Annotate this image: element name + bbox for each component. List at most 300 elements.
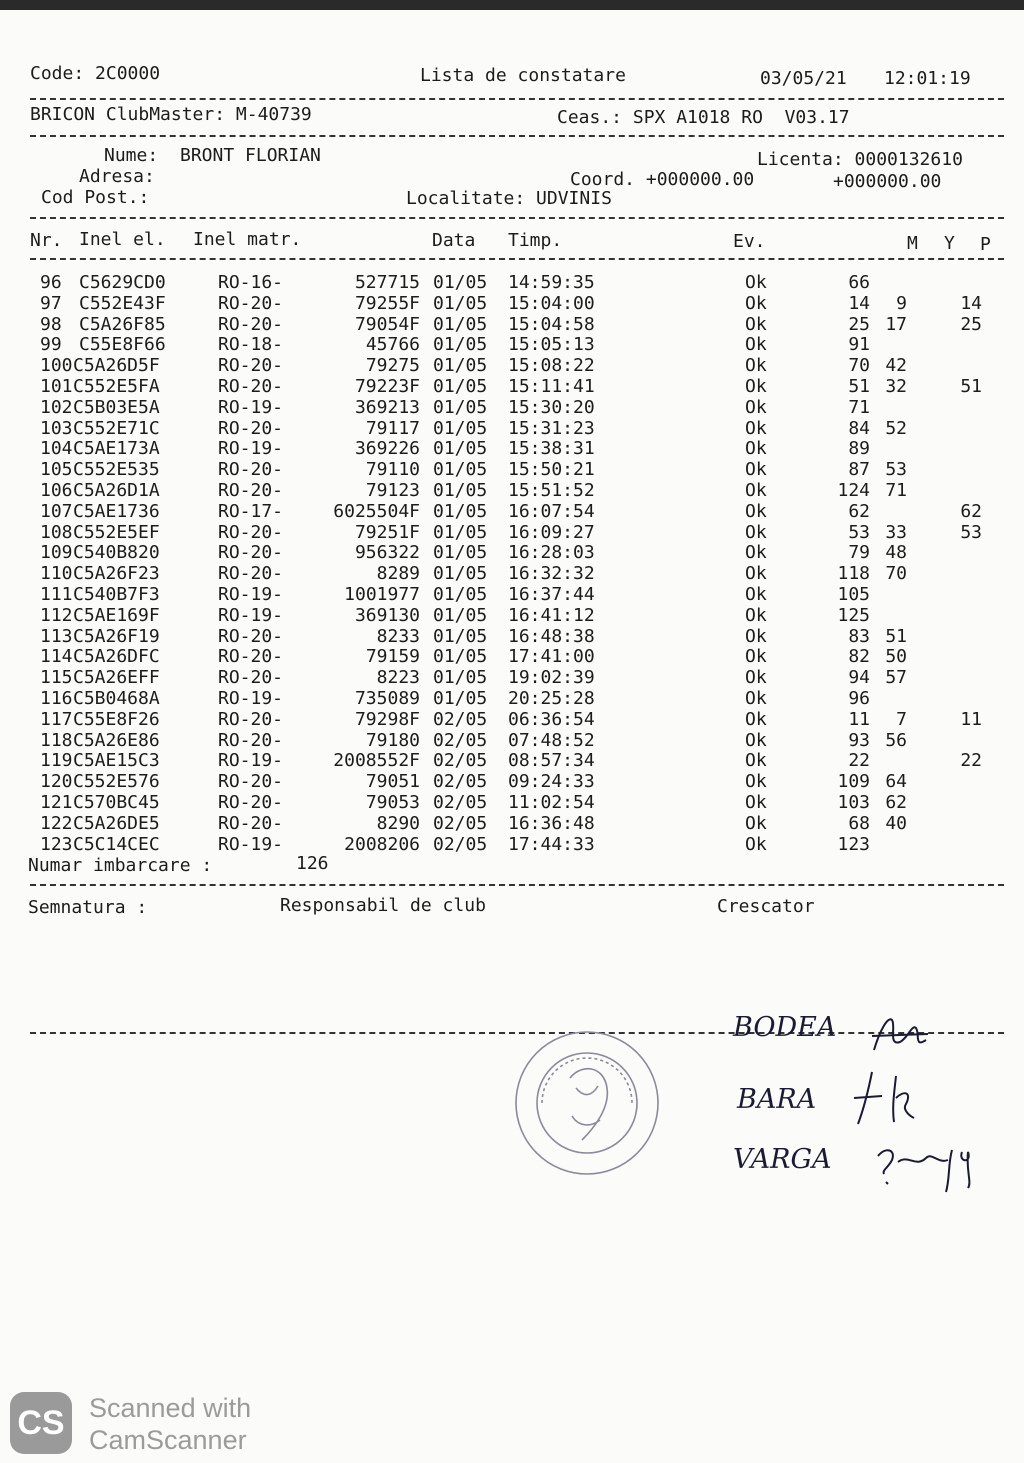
row-ring-prefix: RO-20- [218, 646, 284, 668]
camscanner-logo: CS [10, 1392, 72, 1454]
row-status: Ok [745, 459, 767, 481]
row-nr: 96 [40, 272, 62, 293]
row-nr: 122 [40, 812, 73, 834]
row-nr: 106 [40, 480, 73, 501]
row-nr: 112 [40, 604, 73, 626]
table-row [0, 314, 1024, 335]
row-ring-number: 8233 [376, 625, 420, 647]
licence: Licenta: 0000132610 [757, 149, 963, 170]
row-time: 16:41:12 [508, 604, 595, 626]
col-ev: Ev. [733, 231, 766, 252]
row-ring-prefix: RO-19- [218, 688, 284, 709]
table-row [0, 709, 1024, 730]
row-y: 48 [885, 542, 907, 564]
row-ring-number: 79123 [365, 480, 420, 501]
row-ring-prefix: RO-20- [218, 459, 284, 481]
table-row [0, 293, 1024, 314]
row-ring-number: 369226 [354, 438, 420, 460]
row-ring-number: 79117 [365, 417, 420, 439]
row-ring-number: 527715 [354, 272, 420, 293]
row-time: 07:48:52 [508, 729, 595, 751]
adresa-label: Adresa: [79, 166, 155, 187]
row-m: 105 [837, 584, 870, 605]
row-time: 11:02:54 [508, 792, 595, 813]
row-status: Ok [745, 417, 767, 439]
crescator-label: Crescator [717, 896, 815, 917]
col-data: Data [432, 230, 476, 251]
row-ring-prefix: RO-19- [218, 584, 284, 605]
table-row [0, 522, 1024, 543]
row-m: 83 [848, 625, 870, 647]
table-row [0, 605, 1024, 626]
row-time: 15:31:23 [508, 417, 595, 439]
row-p: 11 [960, 708, 982, 730]
row-status: Ok [745, 833, 767, 855]
club-stamp [512, 1028, 662, 1178]
row-nr: 107 [40, 500, 73, 522]
row-m: 22 [848, 750, 870, 772]
row-ring-number: 79053 [365, 792, 420, 813]
nume-label: Nume: [104, 145, 159, 166]
row-status: Ok [745, 792, 767, 813]
row-ring-number: 79251F [354, 521, 420, 543]
row-y: 62 [885, 792, 907, 813]
row-date: 01/05 [433, 521, 488, 543]
row-y: 9 [896, 292, 907, 314]
row-y: 7 [896, 708, 907, 730]
row-p: 22 [960, 750, 982, 772]
row-ring-number: 79054F [354, 313, 420, 335]
row-m: 53 [848, 521, 870, 543]
row-ring-number: 79275 [365, 355, 420, 377]
row-nr: 100 [40, 355, 73, 377]
row-y: 51 [885, 625, 907, 647]
row-p: 25 [960, 313, 982, 335]
numar-value: 126 [296, 853, 329, 874]
coord-2: +000000.00 [833, 171, 942, 192]
row-nr: 97 [40, 292, 62, 314]
row-inel-el: C5A26F19 [73, 625, 160, 647]
row-m: 89 [848, 438, 870, 460]
row-y: 42 [885, 355, 907, 377]
row-ring-prefix: RO-19- [218, 833, 284, 855]
row-m: 11 [848, 708, 870, 730]
row-ring-number: 79110 [365, 459, 420, 481]
row-ring-number: 735089 [354, 688, 420, 709]
row-date: 01/05 [433, 480, 488, 501]
row-y: 52 [885, 417, 907, 439]
row-ring-prefix: RO-19- [218, 750, 284, 772]
row-status: Ok [745, 812, 767, 834]
row-ring-number: 79255F [354, 292, 420, 314]
row-y: 32 [885, 376, 907, 397]
row-nr: 117 [40, 708, 73, 730]
row-ring-prefix: RO-20- [218, 812, 284, 834]
row-date: 01/05 [433, 438, 488, 460]
row-inel-el: C5A26D5F [73, 355, 160, 377]
row-inel-el: C552E576 [73, 771, 160, 793]
row-inel-el: C5B03E5A [73, 396, 160, 418]
divider [30, 884, 1004, 886]
doc-date: 03/05/21 [760, 68, 847, 89]
row-inel-el: C540B7F3 [73, 584, 160, 605]
row-ring-prefix: RO-20- [218, 313, 284, 335]
row-date: 01/05 [433, 396, 488, 418]
row-m: 94 [848, 667, 870, 689]
table-row [0, 730, 1024, 751]
row-time: 17:41:00 [508, 646, 595, 668]
row-ring-prefix: RO-20- [218, 563, 284, 585]
row-inel-el: C5AE173A [73, 438, 160, 460]
row-status: Ok [745, 334, 767, 356]
row-date: 01/05 [433, 584, 488, 605]
row-date: 01/05 [433, 417, 488, 439]
row-time: 15:50:21 [508, 459, 595, 481]
row-nr: 110 [40, 563, 73, 585]
col-y: Y [944, 233, 955, 254]
row-nr: 113 [40, 625, 73, 647]
row-ring-prefix: RO-20- [218, 355, 284, 377]
doc-time: 12:01:19 [884, 68, 971, 89]
row-status: Ok [745, 292, 767, 314]
row-m: 125 [837, 604, 870, 626]
row-m: 84 [848, 417, 870, 439]
row-status: Ok [745, 355, 767, 377]
row-inel-el: C5A26F23 [73, 563, 160, 585]
row-ring-prefix: RO-20- [218, 792, 284, 813]
row-ring-prefix: RO-20- [218, 542, 284, 564]
numar-label: Numar imbarcare : [28, 855, 213, 876]
row-ring-prefix: RO-20- [218, 480, 284, 501]
row-date: 01/05 [433, 646, 488, 668]
row-nr: 99 [40, 334, 62, 356]
camscanner-line2: CamScanner [89, 1425, 247, 1455]
row-date: 01/05 [433, 688, 488, 709]
row-y: 57 [885, 667, 907, 689]
row-ring-number: 8223 [376, 667, 420, 689]
row-m: 87 [848, 459, 870, 481]
row-status: Ok [745, 667, 767, 689]
table-row [0, 667, 1024, 688]
row-time: 15:30:20 [508, 396, 595, 418]
row-y: 17 [885, 313, 907, 335]
doc-code: Code: 2C0000 [30, 63, 161, 84]
table-row [0, 542, 1024, 563]
row-ring-prefix: RO-20- [218, 667, 284, 689]
row-m: 25 [848, 313, 870, 335]
row-time: 16:07:54 [508, 500, 595, 522]
row-inel-el: C5629CD0 [79, 272, 166, 293]
row-time: 06:36:54 [508, 708, 595, 730]
row-p: 51 [960, 376, 982, 397]
row-time: 16:48:38 [508, 625, 595, 647]
row-nr: 123 [40, 833, 73, 855]
row-date: 01/05 [433, 459, 488, 481]
row-m: 62 [848, 500, 870, 522]
row-time: 20:25:28 [508, 688, 595, 709]
row-m: 82 [848, 646, 870, 668]
row-nr: 101 [40, 376, 73, 397]
row-status: Ok [745, 480, 767, 501]
row-date: 01/05 [433, 500, 488, 522]
row-ring-number: 79180 [365, 729, 420, 751]
row-inel-el: C5C14CEC [73, 833, 160, 855]
row-ring-prefix: RO-20- [218, 521, 284, 543]
row-ring-prefix: RO-18- [218, 334, 284, 356]
col-p: P [980, 234, 991, 255]
row-ring-prefix: RO-20- [218, 292, 284, 314]
row-date: 01/05 [433, 563, 488, 585]
row-ring-prefix: RO-19- [218, 438, 284, 460]
row-y: 70 [885, 563, 907, 585]
row-status: Ok [745, 438, 767, 460]
row-time: 16:32:32 [508, 563, 595, 585]
camscanner-line1: Scanned with [89, 1393, 252, 1423]
table-row [0, 646, 1024, 667]
row-date: 01/05 [433, 292, 488, 314]
row-ring-number: 79159 [365, 646, 420, 668]
row-inel-el: C552E43F [79, 292, 166, 314]
row-m: 51 [848, 376, 870, 397]
row-date: 02/05 [433, 833, 488, 855]
table-row [0, 834, 1024, 855]
table-row [0, 459, 1024, 480]
row-status: Ok [745, 584, 767, 605]
row-y: 71 [885, 480, 907, 501]
row-time: 16:09:27 [508, 521, 595, 543]
row-time: 15:04:58 [508, 313, 595, 335]
row-time: 15:11:41 [508, 376, 595, 397]
row-nr: 118 [40, 729, 73, 751]
row-nr: 121 [40, 792, 73, 813]
semnatura-label: Semnatura : [28, 897, 148, 918]
row-date: 02/05 [433, 708, 488, 730]
row-date: 02/05 [433, 792, 488, 813]
row-status: Ok [745, 729, 767, 751]
row-ring-number: 2008206 [344, 833, 420, 855]
table-row [0, 355, 1024, 376]
row-m: 109 [837, 771, 870, 793]
signature-scribble [870, 1010, 930, 1060]
signature-bara: BARA [737, 1084, 817, 1115]
row-ring-number: 2008552F [333, 750, 420, 772]
row-y: 50 [885, 646, 907, 668]
row-inel-el: C5A26F85 [79, 313, 166, 335]
row-date: 01/05 [433, 313, 488, 335]
divider [30, 135, 1004, 137]
row-status: Ok [745, 604, 767, 626]
row-ring-prefix: RO-19- [218, 396, 284, 418]
row-y: 40 [885, 812, 907, 834]
row-inel-el: C552E5EF [73, 521, 160, 543]
row-time: 17:44:33 [508, 833, 595, 855]
row-inel-el: C5A26D1A [73, 480, 160, 501]
row-time: 16:36:48 [508, 812, 595, 834]
table-row [0, 334, 1024, 355]
row-m: 14 [848, 292, 870, 314]
row-nr: 120 [40, 771, 73, 793]
row-m: 68 [848, 812, 870, 834]
row-inel-el: C5AE1736 [73, 500, 160, 522]
row-inel-el: C552E535 [73, 459, 160, 481]
table-row [0, 501, 1024, 522]
row-m: 71 [848, 396, 870, 418]
row-m: 66 [848, 272, 870, 293]
table-row [0, 750, 1024, 771]
row-nr: 119 [40, 750, 73, 772]
coord: Coord. +000000.00 [570, 169, 755, 190]
row-inel-el: C5AE169F [73, 604, 160, 626]
row-y: 53 [885, 459, 907, 481]
row-time: 15:38:31 [508, 438, 595, 460]
row-ring-prefix: RO-17- [218, 500, 284, 522]
signature-bodea: BODEA [733, 1012, 837, 1043]
row-ring-prefix: RO-20- [218, 771, 284, 793]
table-row [0, 563, 1024, 584]
row-nr: 116 [40, 688, 73, 709]
col-inel-el: Inel el. [79, 229, 166, 250]
table-row [0, 688, 1024, 709]
row-inel-el: C5AE15C3 [73, 750, 160, 772]
table-row [0, 376, 1024, 397]
row-m: 124 [837, 480, 870, 501]
row-inel-el: C55E8F66 [79, 334, 166, 356]
row-time: 15:08:22 [508, 355, 595, 377]
row-date: 02/05 [433, 812, 488, 834]
row-status: Ok [745, 708, 767, 730]
row-nr: 105 [40, 459, 73, 481]
row-status: Ok [745, 313, 767, 335]
row-nr: 111 [40, 584, 73, 605]
row-m: 103 [837, 792, 870, 813]
row-status: Ok [745, 542, 767, 564]
row-ring-number: 45766 [365, 334, 420, 356]
row-status: Ok [745, 272, 767, 293]
owner-name: BRONT FLORIAN [180, 145, 321, 166]
row-nr: 115 [40, 667, 73, 689]
row-ring-number: 8290 [376, 812, 420, 834]
table-row [0, 813, 1024, 834]
row-status: Ok [745, 376, 767, 397]
row-ring-number: 79298F [354, 708, 420, 730]
divider [30, 98, 1004, 100]
row-inel-el: C5A26EFF [73, 667, 160, 689]
row-status: Ok [745, 771, 767, 793]
row-m: 118 [837, 563, 870, 585]
row-date: 01/05 [433, 625, 488, 647]
col-timp: Timp. [508, 230, 563, 251]
row-ring-prefix: RO-20- [218, 708, 284, 730]
row-time: 15:05:13 [508, 334, 595, 356]
row-time: 14:59:35 [508, 272, 595, 293]
table-row [0, 792, 1024, 813]
row-time: 15:04:00 [508, 292, 595, 314]
row-status: Ok [745, 625, 767, 647]
table-row [0, 272, 1024, 293]
col-m: M [907, 233, 918, 254]
table-row [0, 438, 1024, 459]
table-row [0, 418, 1024, 439]
row-status: Ok [745, 563, 767, 585]
row-nr: 114 [40, 646, 73, 668]
row-y: 56 [885, 729, 907, 751]
row-p: 62 [960, 500, 982, 522]
row-date: 01/05 [433, 334, 488, 356]
row-date: 01/05 [433, 355, 488, 377]
row-date: 01/05 [433, 604, 488, 626]
row-time: 08:57:34 [508, 750, 595, 772]
responsabil-label: Responsabil de club [280, 895, 486, 916]
divider [30, 258, 1004, 260]
row-inel-el: C570BC45 [73, 792, 160, 813]
row-ring-prefix: RO-19- [218, 604, 284, 626]
row-time: 15:51:52 [508, 480, 595, 501]
row-m: 79 [848, 542, 870, 564]
row-ring-number: 79051 [365, 771, 420, 793]
col-inel-matr: Inel matr. [193, 229, 302, 250]
table-row [0, 626, 1024, 647]
row-time: 19:02:39 [508, 667, 595, 689]
row-ring-prefix: RO-20- [218, 625, 284, 647]
camscanner-text [89, 1392, 251, 1456]
row-m: 70 [848, 355, 870, 377]
row-time: 16:37:44 [508, 584, 595, 605]
row-status: Ok [745, 500, 767, 522]
row-date: 01/05 [433, 376, 488, 397]
row-nr: 109 [40, 542, 73, 564]
table-row [0, 584, 1024, 605]
row-ring-prefix: RO-16- [218, 272, 284, 293]
row-p: 53 [960, 521, 982, 543]
codpost-label: Cod Post.: [41, 187, 150, 208]
row-ring-number: 1001977 [344, 584, 420, 605]
scan-top-edge [0, 0, 1024, 10]
row-inel-el: C5A26DFC [73, 646, 160, 668]
row-nr: 108 [40, 521, 73, 543]
row-inel-el: C55E8F26 [73, 708, 160, 730]
row-status: Ok [745, 750, 767, 772]
row-inel-el: C552E5FA [73, 376, 160, 397]
signature-scribble [852, 1068, 918, 1128]
row-date: 02/05 [433, 729, 488, 751]
row-m: 91 [848, 334, 870, 356]
row-date: 01/05 [433, 542, 488, 564]
row-date: 02/05 [433, 750, 488, 772]
row-date: 01/05 [433, 667, 488, 689]
col-nr: Nr. [30, 230, 63, 251]
divider [30, 217, 1004, 219]
row-nr: 98 [40, 313, 62, 335]
row-time: 16:28:03 [508, 542, 595, 564]
row-date: 02/05 [433, 771, 488, 793]
row-ring-prefix: RO-20- [218, 729, 284, 751]
row-nr: 104 [40, 438, 73, 460]
clubmaster-id: BRICON ClubMaster: M-40739 [30, 104, 312, 125]
row-nr: 102 [40, 396, 73, 418]
table-row [0, 771, 1024, 792]
row-status: Ok [745, 521, 767, 543]
table-row [0, 480, 1024, 501]
signature-scribble [872, 1142, 982, 1197]
row-inel-el: C5A26E86 [73, 729, 160, 751]
row-status: Ok [745, 688, 767, 709]
table-row [0, 397, 1024, 418]
row-y: 64 [885, 771, 907, 793]
row-ring-prefix: RO-20- [218, 417, 284, 439]
row-ring-number: 369213 [354, 396, 420, 418]
signature-varga: VARGA [733, 1144, 832, 1175]
row-time: 09:24:33 [508, 771, 595, 793]
